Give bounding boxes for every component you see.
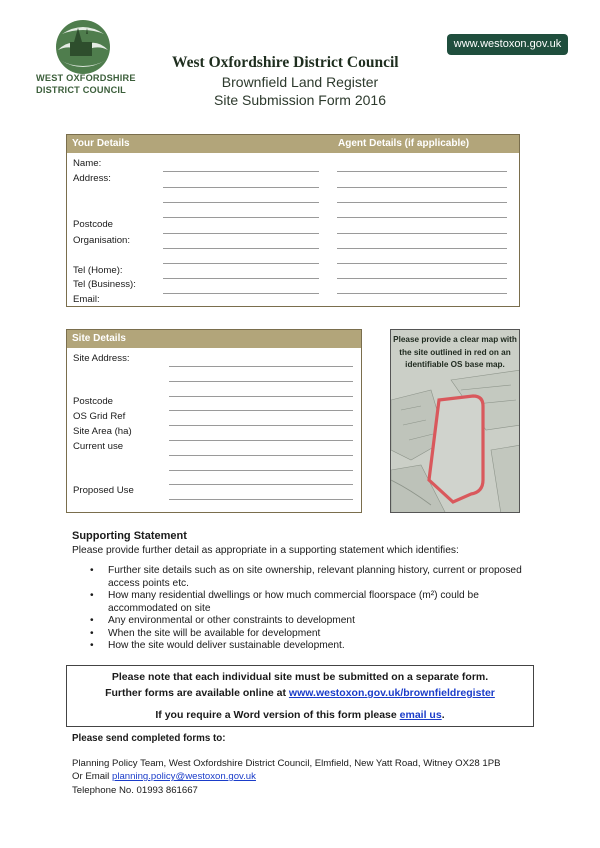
- organisation-label: Organisation:: [73, 235, 131, 246]
- notice-line-2: [67, 685, 533, 701]
- tel-home-label: Tel (Home):: [73, 265, 123, 276]
- site-area-label: Site Area (ha): [73, 426, 132, 437]
- proposed-use-label: Proposed Use: [73, 485, 134, 496]
- current-use-label: Current use: [73, 441, 124, 452]
- your-name-line[interactable]: [163, 171, 319, 172]
- your-details-panel: [66, 134, 520, 307]
- telephone: Telephone No. 01993 861667: [72, 785, 198, 796]
- notice-line-1: Please note that each individual site must be submitted on a separate form.: [111, 671, 489, 683]
- your-address-line-3[interactable]: [163, 217, 319, 218]
- email-us-link[interactable]: email us: [399, 709, 442, 721]
- agent-name-line[interactable]: [337, 171, 507, 172]
- your-postcode-line[interactable]: [163, 233, 319, 234]
- notice-line-3: [67, 707, 533, 723]
- list-item: • When the site will be available for development: [88, 628, 538, 641]
- your-details-heading: Your Details: [72, 138, 130, 149]
- agent-organisation-line-2[interactable]: [337, 263, 507, 264]
- os-grid-ref-line[interactable]: [169, 425, 353, 426]
- your-tel-business-line[interactable]: [163, 293, 319, 294]
- your-address-line-2[interactable]: [163, 202, 319, 203]
- your-organisation-line-2[interactable]: [163, 263, 319, 264]
- current-use-line-2[interactable]: [169, 470, 353, 471]
- list-item: • Further site details such as on site ownership, relevant planning history, current or proposed access points etc.: [88, 565, 538, 590]
- logo-text: WEST OXFORDSHIRE DISTRICT COUNCIL: [36, 73, 136, 95]
- form-title: Site Submission Form 2016: [214, 92, 386, 108]
- site-details-header: [67, 330, 361, 348]
- address-label: Address:: [73, 173, 111, 184]
- agent-postcode-line[interactable]: [337, 233, 507, 234]
- agent-address-line-2[interactable]: [337, 202, 507, 203]
- name-label: Name:: [73, 158, 102, 169]
- agent-tel-business-line[interactable]: [337, 293, 507, 294]
- council-name: West Oxfordshire District Council: [172, 54, 399, 71]
- supporting-statement-list: [88, 565, 538, 653]
- example-map-panel: [390, 329, 520, 513]
- site-details-panel: [66, 329, 362, 513]
- current-use-line-3[interactable]: [169, 484, 353, 485]
- agent-address-line-1[interactable]: [337, 187, 507, 188]
- postal-address: Planning Policy Team, West Oxfordshire District Council, Elmfield, New Yatt Road, Witney OX28 1PB: [72, 758, 501, 769]
- postcode-label: Postcode: [73, 219, 114, 230]
- email-label: Email:: [73, 294, 100, 305]
- os-grid-ref-label: OS Grid Ref: [73, 411, 126, 422]
- site-details-heading: Site Details: [72, 333, 126, 344]
- site-address-line-1[interactable]: [169, 366, 353, 367]
- site-boundary-outline: [429, 396, 483, 502]
- email-line: [72, 771, 256, 782]
- register-title: Brownfield Land Register: [221, 74, 379, 90]
- notice-box: [66, 665, 534, 727]
- agent-tel-home-line[interactable]: [337, 278, 507, 279]
- supporting-statement-intro: Please provide further detail as appropriate in a supporting statement which identifies:: [72, 545, 459, 556]
- site-area-line[interactable]: [169, 440, 353, 441]
- notice-line-3-text: If you require a Word version of this form please: [155, 709, 400, 721]
- supporting-statement-title: Supporting Statement: [72, 530, 187, 542]
- your-address-line-1[interactable]: [163, 187, 319, 188]
- agent-organisation-line[interactable]: [337, 248, 507, 249]
- site-postcode-label: Postcode: [73, 396, 114, 407]
- map-instruction: Please provide a clear map with the site outlined in red on an identifiable OS base map.: [393, 335, 517, 369]
- your-details-header: [67, 135, 519, 153]
- website-badge[interactable]: www.westoxon.gov.uk: [447, 34, 568, 55]
- list-item: • How the site would deliver sustainable development.: [88, 640, 538, 653]
- current-use-line-1[interactable]: [169, 455, 353, 456]
- site-postcode-line[interactable]: [169, 410, 353, 411]
- send-heading: Please send completed forms to:: [72, 733, 226, 744]
- list-item: • Any environmental or other constraints to development: [88, 615, 538, 628]
- brownfield-register-link[interactable]: www.westoxon.gov.uk/brownfieldregister: [288, 687, 495, 699]
- notice-line-2-text: Further forms are available online at: [105, 687, 289, 699]
- site-address-line-3[interactable]: [169, 396, 353, 397]
- agent-details-heading: Agent Details (if applicable): [338, 138, 470, 149]
- site-address-label: Site Address:: [73, 353, 130, 364]
- agent-address-line-3[interactable]: [337, 217, 507, 218]
- notice-line-3-suffix: .: [441, 709, 445, 721]
- proposed-use-line[interactable]: [169, 499, 353, 500]
- site-address-line-2[interactable]: [169, 381, 353, 382]
- planning-email-link[interactable]: planning.policy@westoxon.gov.uk: [111, 771, 256, 782]
- email-prefix: Or Email: [72, 771, 112, 782]
- your-organisation-line[interactable]: [163, 248, 319, 249]
- list-item: • How many residential dwellings or how much commercial floorspace (m²) could be accommodated on site: [88, 590, 538, 615]
- tel-business-label: Tel (Business):: [73, 279, 136, 290]
- your-tel-home-line[interactable]: [163, 278, 319, 279]
